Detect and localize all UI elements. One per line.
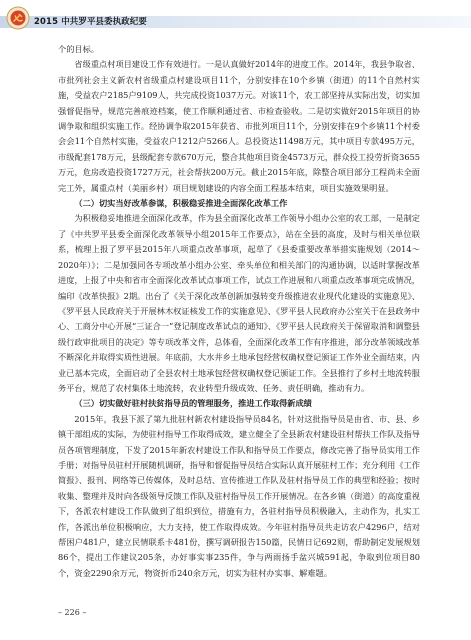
running-header	[0, 0, 471, 34]
section-heading: （二）切实当好改革参谋，积极稳妥推进全面深化改革工作	[74, 198, 288, 209]
page-number: – 226 –	[58, 608, 87, 617]
document-body	[58, 42, 420, 581]
paragraph: 个的目标。	[58, 44, 99, 54]
paragraph: 省级重点村项目建设工作有效进行。一是认真做好2014年的进度工作。2014年，我县争取省、市批列社会主义新农村省级重点村建设项目11个，分别安排在10个乡镇（街道）的11个自然村实施，受益农户2185户9109人，共完成投资1037万元。对该11个，农工部坚持从实际出发，切实加强督促指导，规范完善痕迹档案，使工作顺利通过省、市检查验收。二是切实做好2015年项目的协调争取和组织实施工作。经协调争取2015年获省、市批列项目11个，分别安排在9个乡镇11个村委会会11个自然村实施，受益农户1212户5266人。总投资达11498万元，其中项目专款495万元，市级配套178万元，县级配套专款670万元，整合其他项目资金4573万元，群众投工投劳折资3655万元，危房改造投资1727万元，社会帮扶200万元。截止2015年底，除整合项目部分工程尚未全面完工外，属重点村（美丽乡村）项目规划建设的内容全面工程基本结束，项目实施效果明显。	[58, 59, 420, 193]
header-title: 2015 中共罗平县委执政纪要	[34, 16, 147, 26]
paragraph: 为积极稳妥地推进全面深化改革，作为县全面深化改革工作领导小组办公室的农工部，一是制定了《中共罗平县委全面深化改革领导小组2015年工作要点》，站在全县的高度，及时与相关单位联系，梳理上报了罗平县2015年八项重点改革事项，起草了《县委重要改革举措实施规划（2014～2020年）》；二是加强同各专项改革小组办公室、牵头单位和相关部门的沟通协调，以适时掌握改革进度，上报了中央和省市全面深化改革试点事项工作，试点工作进展和八项重点改革事项完成情况，编印《改革快报》2期。出台了《关于深化改革创新加强转变升级推进农业现代化建设的实施意见》、《罗平县人民政府关于开展林木权证核发工作的实施意见》、《罗平县人民政府办公室关于在县政务中心、工商分中心开展“三证合一”登记制度改革试点的通知》、《罗平县人民政府关于保留取消和调整县级行政审批项目的决定》等专项改革文件，总体看，全面深化改革工作有序推进，部分改革领域改革不断深化并取得实质性进展。年底前，大水井乡土地承包经营权确权登记颁证工作外业全面结束，内业已基本完成，全面启动了全县农村土地承包经营权确权登记颁证工作。全县推行了乡村土地流转服务平台，规范了农村集体土地流转，农业转型升级成效、任务、责任明确，推动有力。	[58, 213, 420, 393]
paragraph: 2015年，我县下派了第九批驻村新农村建设指导员84名，针对这批指导员是由省、市、县、乡镇干部组成的实际，为使驻村指导工作取得成效，建立健全了全县新农村建设驻村帮扶工作队及指导员各项管理制度，下发了2015年新农村建设工作队和指导员工作要点，修改完善了指导员实用工作手册；对指导员驻村开展随机调研，指导和督促指导员结合实际认真开展驻村工作；充分利用《工作简报》、报刊、网络等已传媒体，及时总结、宣传推进工作队及驻村指导员工作的典型和经验；按时收集、整理并及时向各级领导反馈工作队及驻村指导员工作开展情况。在各乡镇（街道）的高度重视下，各派农村建设工作队做到了组织到位，措施有力，各驻村指导员积极融入，主动作为，扎实工作，各派出单位积极响应，大力支持，使工作取得成效。今年驻村指导员共走访农户4296户，结对帮困户481户，建立民情联系卡481份，撰写调研报告150篇，民情日记692则，帮助制定发展规划86个，提出工作建议205条，办好事实事235件，争与两雨扬手盆兴城591起，争取到位项目80个，资金2290余万元，物资折币240余万元，切实为驻村办实事、解难题。	[58, 413, 420, 578]
party-emblem-icon	[6, 6, 30, 30]
section-heading: （三）切实做好驻村扶贫指导员的管理服务，推进工作取得新成绩	[74, 398, 312, 409]
